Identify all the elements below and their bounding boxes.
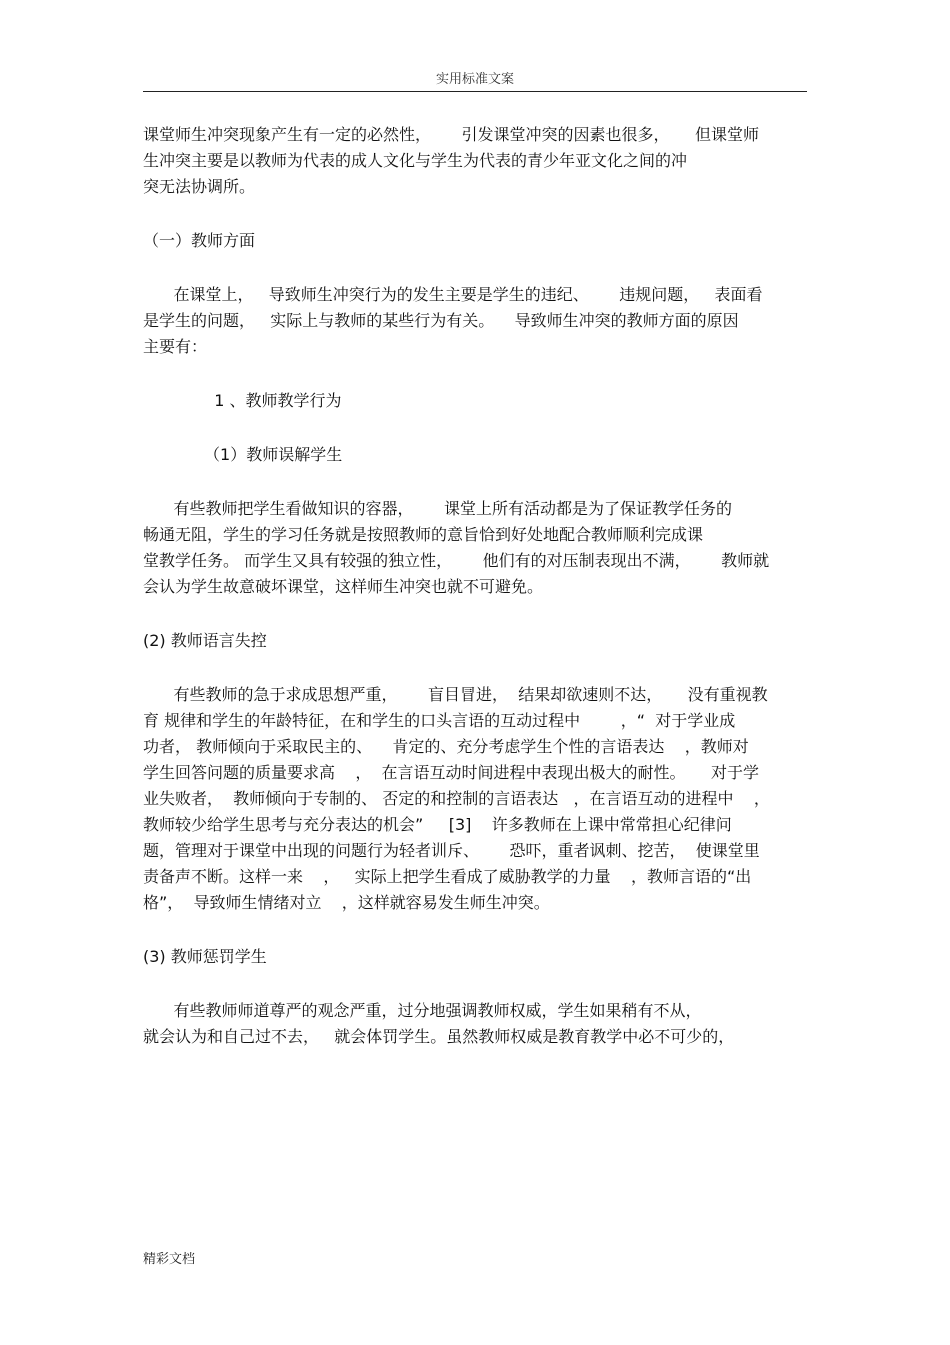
header-divider: [143, 91, 807, 92]
text-line: 功者， 教师倾向于采取民主的、 肯定的、充分考虑学生个性的言语表达 ，教师对: [143, 737, 749, 756]
body-paragraph: [143, 998, 809, 1050]
subsection-heading: 1 、教师教学行为: [143, 391, 342, 410]
page-header-title: 实用标准文案: [435, 72, 514, 87]
text-line: 课堂师生冲突现象产生有一定的必然性， 引发课堂冲突的因素也很多， 但课堂师: [143, 125, 759, 144]
text-line: 会认为学生故意破坏课堂，这样师生冲突也就不可避免。: [143, 577, 544, 596]
text-line: 畅通无阻，学生的学习任务就是按照教师的意旨恰到好处地配合教师顺利完成课: [143, 525, 704, 544]
text-line: 业失败者， 教师倾向于专制的、 否定的和控制的言语表达 ，在言语互动的进程中 ，: [143, 789, 770, 808]
text-line: 生冲突主要是以教师为代表的成人文化与学生为代表的青少年亚文化之间的冲: [143, 151, 688, 170]
text-line: 责备声不断。这样一来 ， 实际上把学生看成了威胁教学的力量 ，教师言语的“出: [143, 867, 752, 886]
text-line: 主要有：: [143, 337, 208, 356]
text-line: 育 规律和学生的年龄特征，在和学生的口头言语的互动过程中 ，“ 对于学业成: [143, 711, 736, 730]
text-line: 学生回答问题的质量要求高 ， 在言语互动时间进程中表现出极大的耐性。 对于学: [143, 763, 759, 782]
text-line: 是学生的问题， 实际上与教师的某些行为有关。 导致师生冲突的教师方面的原因: [143, 311, 739, 330]
text-line: 有些教师师道尊严的观念严重，过分地强调教师权威，学生如果稍有不从，: [143, 1001, 702, 1020]
text-line: 教师较少给学生思考与充分表达的机会” [3] 许多教师在上课中常常担心纪律问: [143, 815, 732, 834]
body-paragraph: [143, 682, 809, 916]
text-line: 题，管理对于课堂中出现的问题行为轻者训斥、 恐吓，重者讽刺、挖苦， 使课堂里: [143, 841, 760, 860]
text-line: 在课堂上， 导致师生冲突行为的发生主要是学生的违纪、 违规问题， 表面看: [143, 285, 763, 304]
page-footer-text: 精彩文档: [143, 1252, 196, 1267]
text-line: 有些教师把学生看做知识的容器， 课堂上所有活动都是为了保证教学任务的: [143, 499, 733, 518]
text-line: 堂教学任务。 而学生又具有较强的独立性， 他们有的对压制表现出不满， 教师就: [143, 551, 770, 570]
document-body: [143, 122, 809, 1050]
section-heading: （一）教师方面: [143, 231, 256, 250]
intro-paragraph: [143, 122, 809, 200]
subsection-heading: （1）教师误解学生: [143, 445, 343, 464]
subsection-heading: (2) 教师语言失控: [143, 631, 267, 650]
text-line: 格”， 导致师生情绪对立 ，这样就容易发生师生冲突。: [143, 893, 550, 912]
body-paragraph: [143, 496, 809, 600]
body-paragraph: [143, 282, 809, 360]
text-line: 突无法协调所。: [143, 177, 256, 196]
text-line: 就会认为和自己过不去， 就会体罚学生。虽然教师权威是教育教学中必不可少的，: [143, 1027, 735, 1046]
text-line: 有些教师的急于求成思想严重， 盲目冒进， 结果却欲速则不达， 没有重视教: [143, 685, 768, 704]
subsection-heading: (3) 教师惩罚学生: [143, 947, 267, 966]
